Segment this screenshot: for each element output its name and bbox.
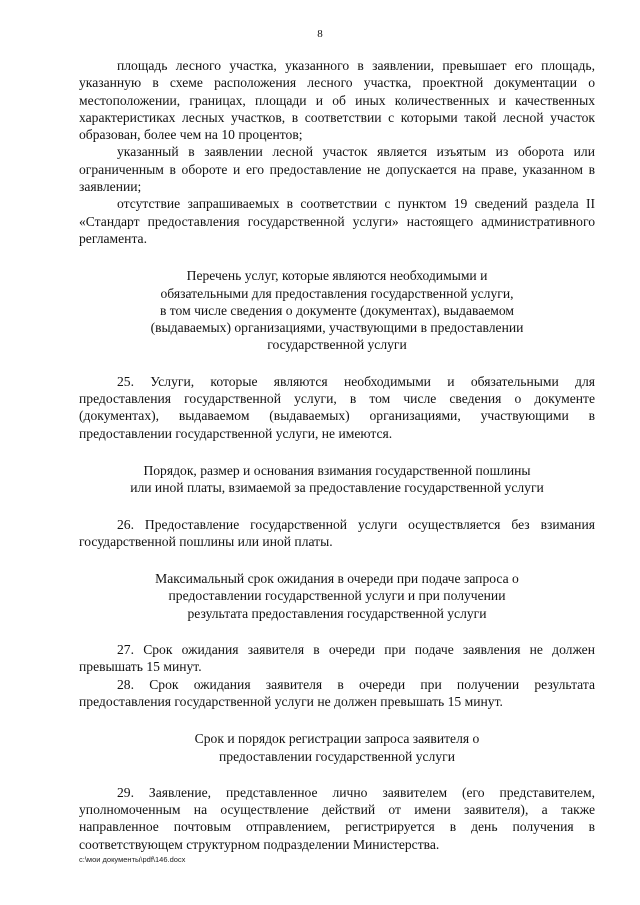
paragraph-area-excess: площадь лесного участка, указанного в заявлении, превышает его площадь, указанную в схеме расположения лесного участка, проектной документации о местоположении, границах, площади и об иных количественных и качественных характеристиках лесных участков, в соответствии с которыми такой лесной участок образован, более чем на 10 процентов; bbox=[79, 58, 595, 143]
section-heading-required-services bbox=[79, 267, 595, 353]
heading-line: Порядок, размер и основания взимания государственной пошлины bbox=[143, 462, 531, 478]
heading-line: Максимальный срок ожидания в очереди при подаче запроса о bbox=[155, 571, 519, 587]
paragraph-26: 26. Предоставление государственной услуги осуществляется без взимания государственной пошлины или иной платы. bbox=[79, 516, 595, 549]
document-body bbox=[79, 57, 595, 853]
heading-line: предоставлении государственной услуги bbox=[219, 748, 455, 764]
paragraph-29: 29. Заявление, представленное лично заявителем (его представителем, уполномоченным на осуществление действий от имени заявителя), а также направленное почтовым отправлением, регистрируется в день получения в соответствующем структурном подразделении Министерства. bbox=[79, 784, 595, 852]
section-heading-state-fee bbox=[79, 462, 595, 497]
heading-line: обязательными для предоставления государственной услуги, bbox=[160, 285, 514, 301]
paragraph-25: 25. Услуги, которые являются необходимыми и обязательными для предоставления государственной услуги, в том числе сведения о документе (документах), выдаваемом (выдаваемых) организациями, участвующими в предоставлении государственной услуги, не имеются. bbox=[79, 373, 595, 441]
section-heading-waiting-time bbox=[79, 570, 595, 622]
paragraph-missing-info: отсутствие запрашиваемых в соответствии с пунктом 19 сведений раздела II «Стандарт предоставления государственной услуги» настоящего административного регламента. bbox=[79, 196, 595, 246]
heading-line: государственной услуги bbox=[267, 337, 407, 353]
page-number: 8 bbox=[317, 28, 323, 40]
paragraph-27: 27. Срок ожидания заявителя в очереди при подаче заявления не должен превышать 15 минут. bbox=[79, 642, 595, 675]
paragraph-28: 28. Срок ожидания заявителя в очереди при получении результата предоставления государственной услуги не должен превышать 15 минут. bbox=[79, 676, 595, 709]
heading-line: в том числе сведения о документе (документах), выдаваемом bbox=[159, 302, 515, 318]
heading-line: предоставлении государственной услуги и при получении bbox=[168, 588, 506, 604]
heading-line: Срок и порядок регистрации запроса заявителя о bbox=[194, 731, 480, 747]
heading-line: или иной платы, взимаемой за предоставление государственной услуги bbox=[130, 480, 544, 496]
heading-line: Перечень услуг, которые являются необходимыми и bbox=[186, 268, 488, 284]
section-heading-registration bbox=[79, 730, 595, 765]
paragraph-withdrawn-plot: указанный в заявлении лесной участок является изъятым из оборота или ограниченным в обороте и его предоставление не допускается на праве, указанном в заявлении; bbox=[79, 144, 595, 195]
heading-line: (выдаваемых) организациями, участвующими в предоставлении bbox=[150, 320, 524, 336]
heading-line: результата предоставления государственной услуги bbox=[187, 605, 487, 621]
footer-file-path: c:\мои документы\pdf\146.docx bbox=[79, 855, 186, 864]
